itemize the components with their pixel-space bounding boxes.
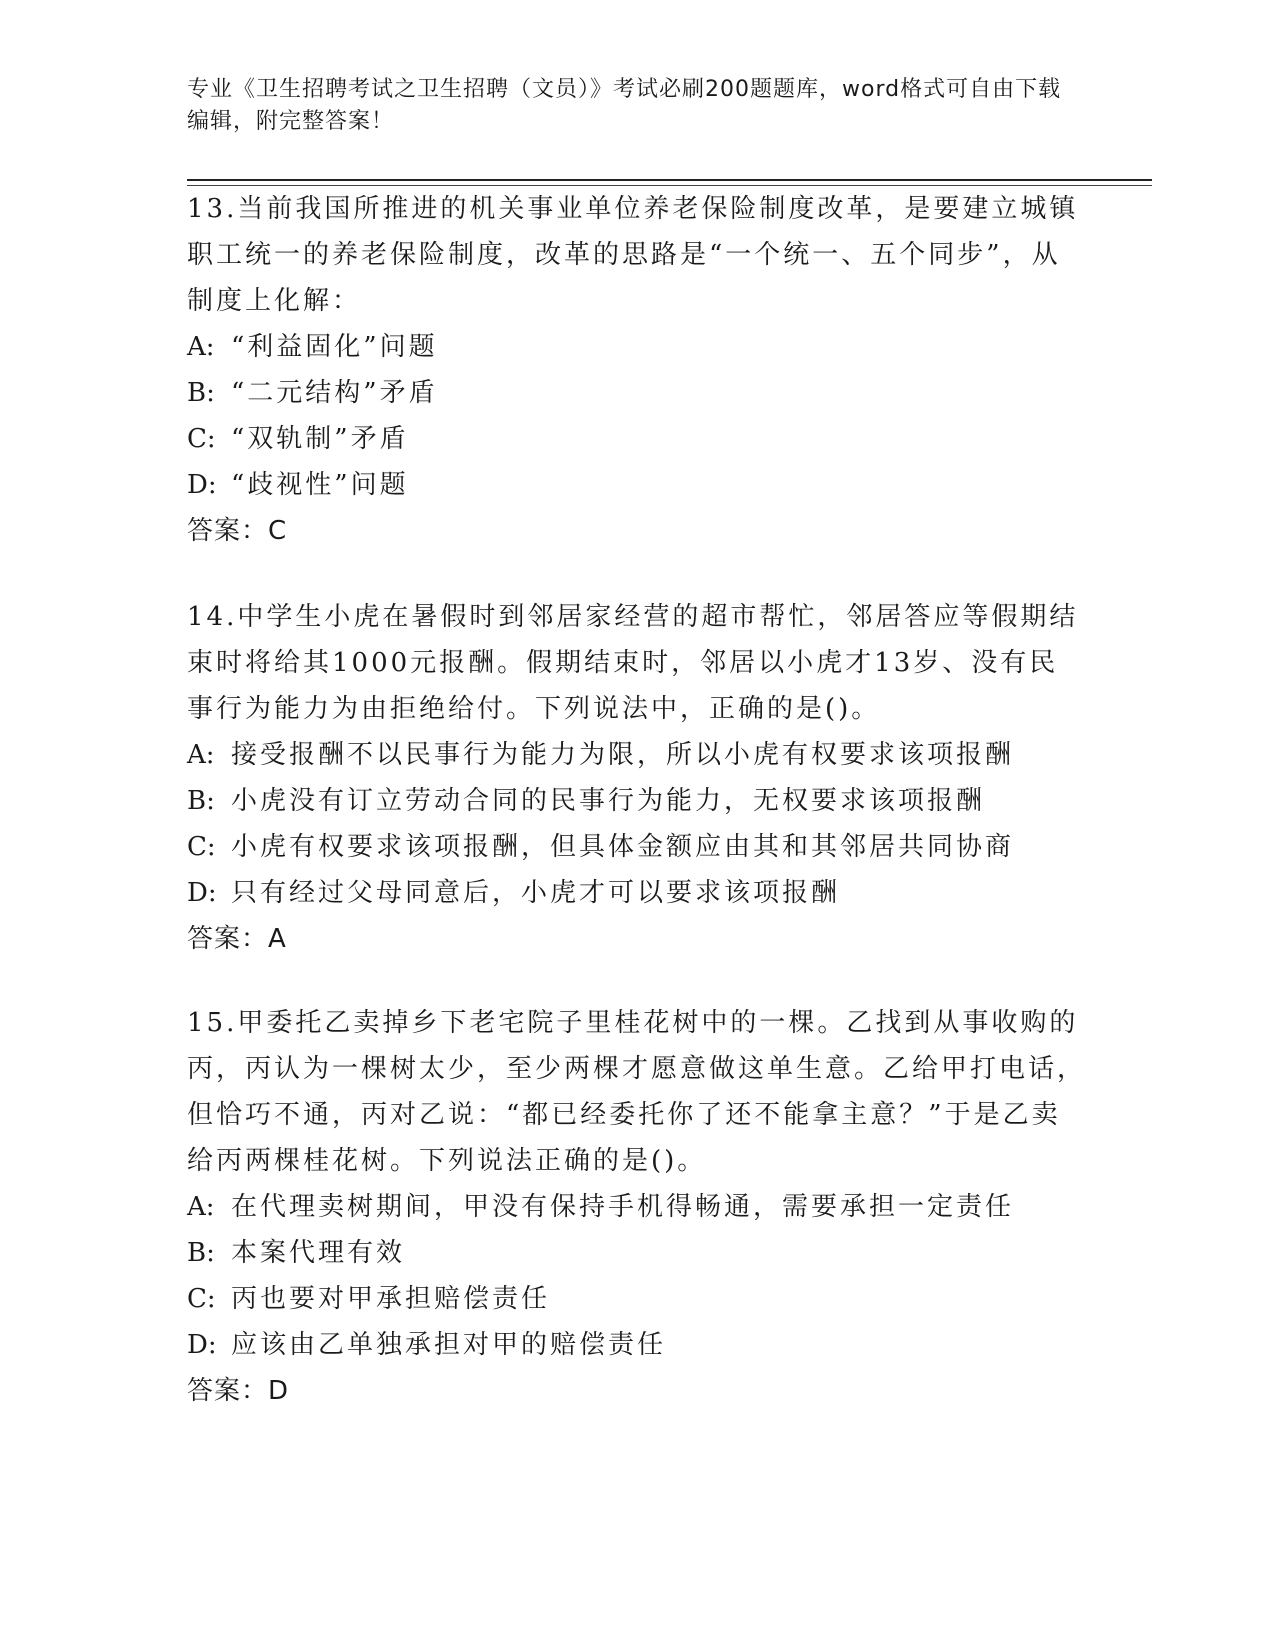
option-letter: D: bbox=[187, 470, 217, 500]
option-text: 丙也要对甲承担赔偿责任 bbox=[231, 1284, 551, 1314]
option-c bbox=[187, 824, 1087, 870]
question-stem: 15.甲委托乙卖掉乡下老宅院子里桂花树中的一棵。乙找到从事收购的丙，丙认为一棵树太少，至少两棵才愿意做这单生意。乙给甲打电话，但恰巧不通，丙对乙说：“都已经委托你了还不能拿主意？”于是乙卖给丙两棵桂花树。下列说法正确的是()。 bbox=[187, 1008, 1087, 1176]
document-header: 专业《卫生招聘考试之卫生招聘（文员）》考试必刷200题题库，word格式可自由下载编辑，附完整答案！ bbox=[187, 77, 1062, 134]
option-b bbox=[187, 778, 1087, 824]
option-text: “双轨制”矛盾 bbox=[231, 424, 409, 454]
option-letter: C: bbox=[187, 424, 216, 454]
option-text: 接受报酬不以民事行为能力为限，所以小虎有权要求该项报酬 bbox=[231, 740, 1015, 770]
option-a bbox=[187, 1184, 1087, 1230]
option-text: “二元结构”矛盾 bbox=[231, 378, 438, 408]
option-text: “利益固化”问题 bbox=[231, 332, 438, 362]
option-c bbox=[187, 1276, 1087, 1322]
option-text: 应该由乙单独承担对甲的赔偿责任 bbox=[231, 1330, 667, 1360]
question-stem: 14.中学生小虎在暑假时到邻居家经营的超市帮忙，邻居答应等假期结束时将给其1000元报酬。假期结束时，邻居以小虎才13岁、没有民事行为能力为由拒绝给付。下列说法中，正确的是()。 bbox=[187, 602, 1079, 724]
option-letter: A: bbox=[187, 332, 215, 362]
option-d bbox=[187, 870, 1087, 916]
answer-label: 答案：C bbox=[187, 516, 288, 546]
option-b bbox=[187, 1230, 1087, 1276]
option-c bbox=[187, 416, 1087, 462]
option-a bbox=[187, 324, 1087, 370]
option-text: 本案代理有效 bbox=[231, 1238, 406, 1268]
answer-label: 答案：D bbox=[187, 1376, 290, 1406]
option-letter: B: bbox=[187, 786, 215, 816]
option-d bbox=[187, 1322, 1087, 1368]
option-letter: C: bbox=[187, 1284, 216, 1314]
question-15 bbox=[187, 1000, 1087, 1414]
answer-label: 答案：A bbox=[187, 924, 287, 954]
option-letter: D: bbox=[187, 878, 217, 908]
option-a bbox=[187, 732, 1087, 778]
option-letter: D: bbox=[187, 1330, 217, 1360]
option-text: 只有经过父母同意后，小虎才可以要求该项报酬 bbox=[231, 878, 841, 908]
option-text: 在代理卖树期间，甲没有保持手机得畅通，需要承担一定责任 bbox=[231, 1192, 1015, 1222]
header-divider-thick bbox=[187, 179, 1152, 181]
question-stem: 13.当前我国所推进的机关事业单位养老保险制度改革，是要建立城镇职工统一的养老保险制度，改革的思路是“一个统一、五个同步”，从制度上化解： bbox=[187, 194, 1079, 316]
option-letter: A: bbox=[187, 740, 215, 770]
option-d bbox=[187, 462, 1087, 508]
option-text: “歧视性”问题 bbox=[231, 470, 409, 500]
option-letter: A: bbox=[187, 1192, 215, 1222]
option-letter: B: bbox=[187, 1238, 215, 1268]
question-14 bbox=[187, 594, 1087, 962]
question-13 bbox=[187, 186, 1087, 554]
option-text: 小虎有权要求该项报酬，但具体金额应由其和其邻居共同协商 bbox=[231, 832, 1015, 862]
option-letter: C: bbox=[187, 832, 216, 862]
option-text: 小虎没有订立劳动合同的民事行为能力，无权要求该项报酬 bbox=[231, 786, 986, 816]
option-letter: B: bbox=[187, 378, 215, 408]
option-b bbox=[187, 370, 1087, 416]
